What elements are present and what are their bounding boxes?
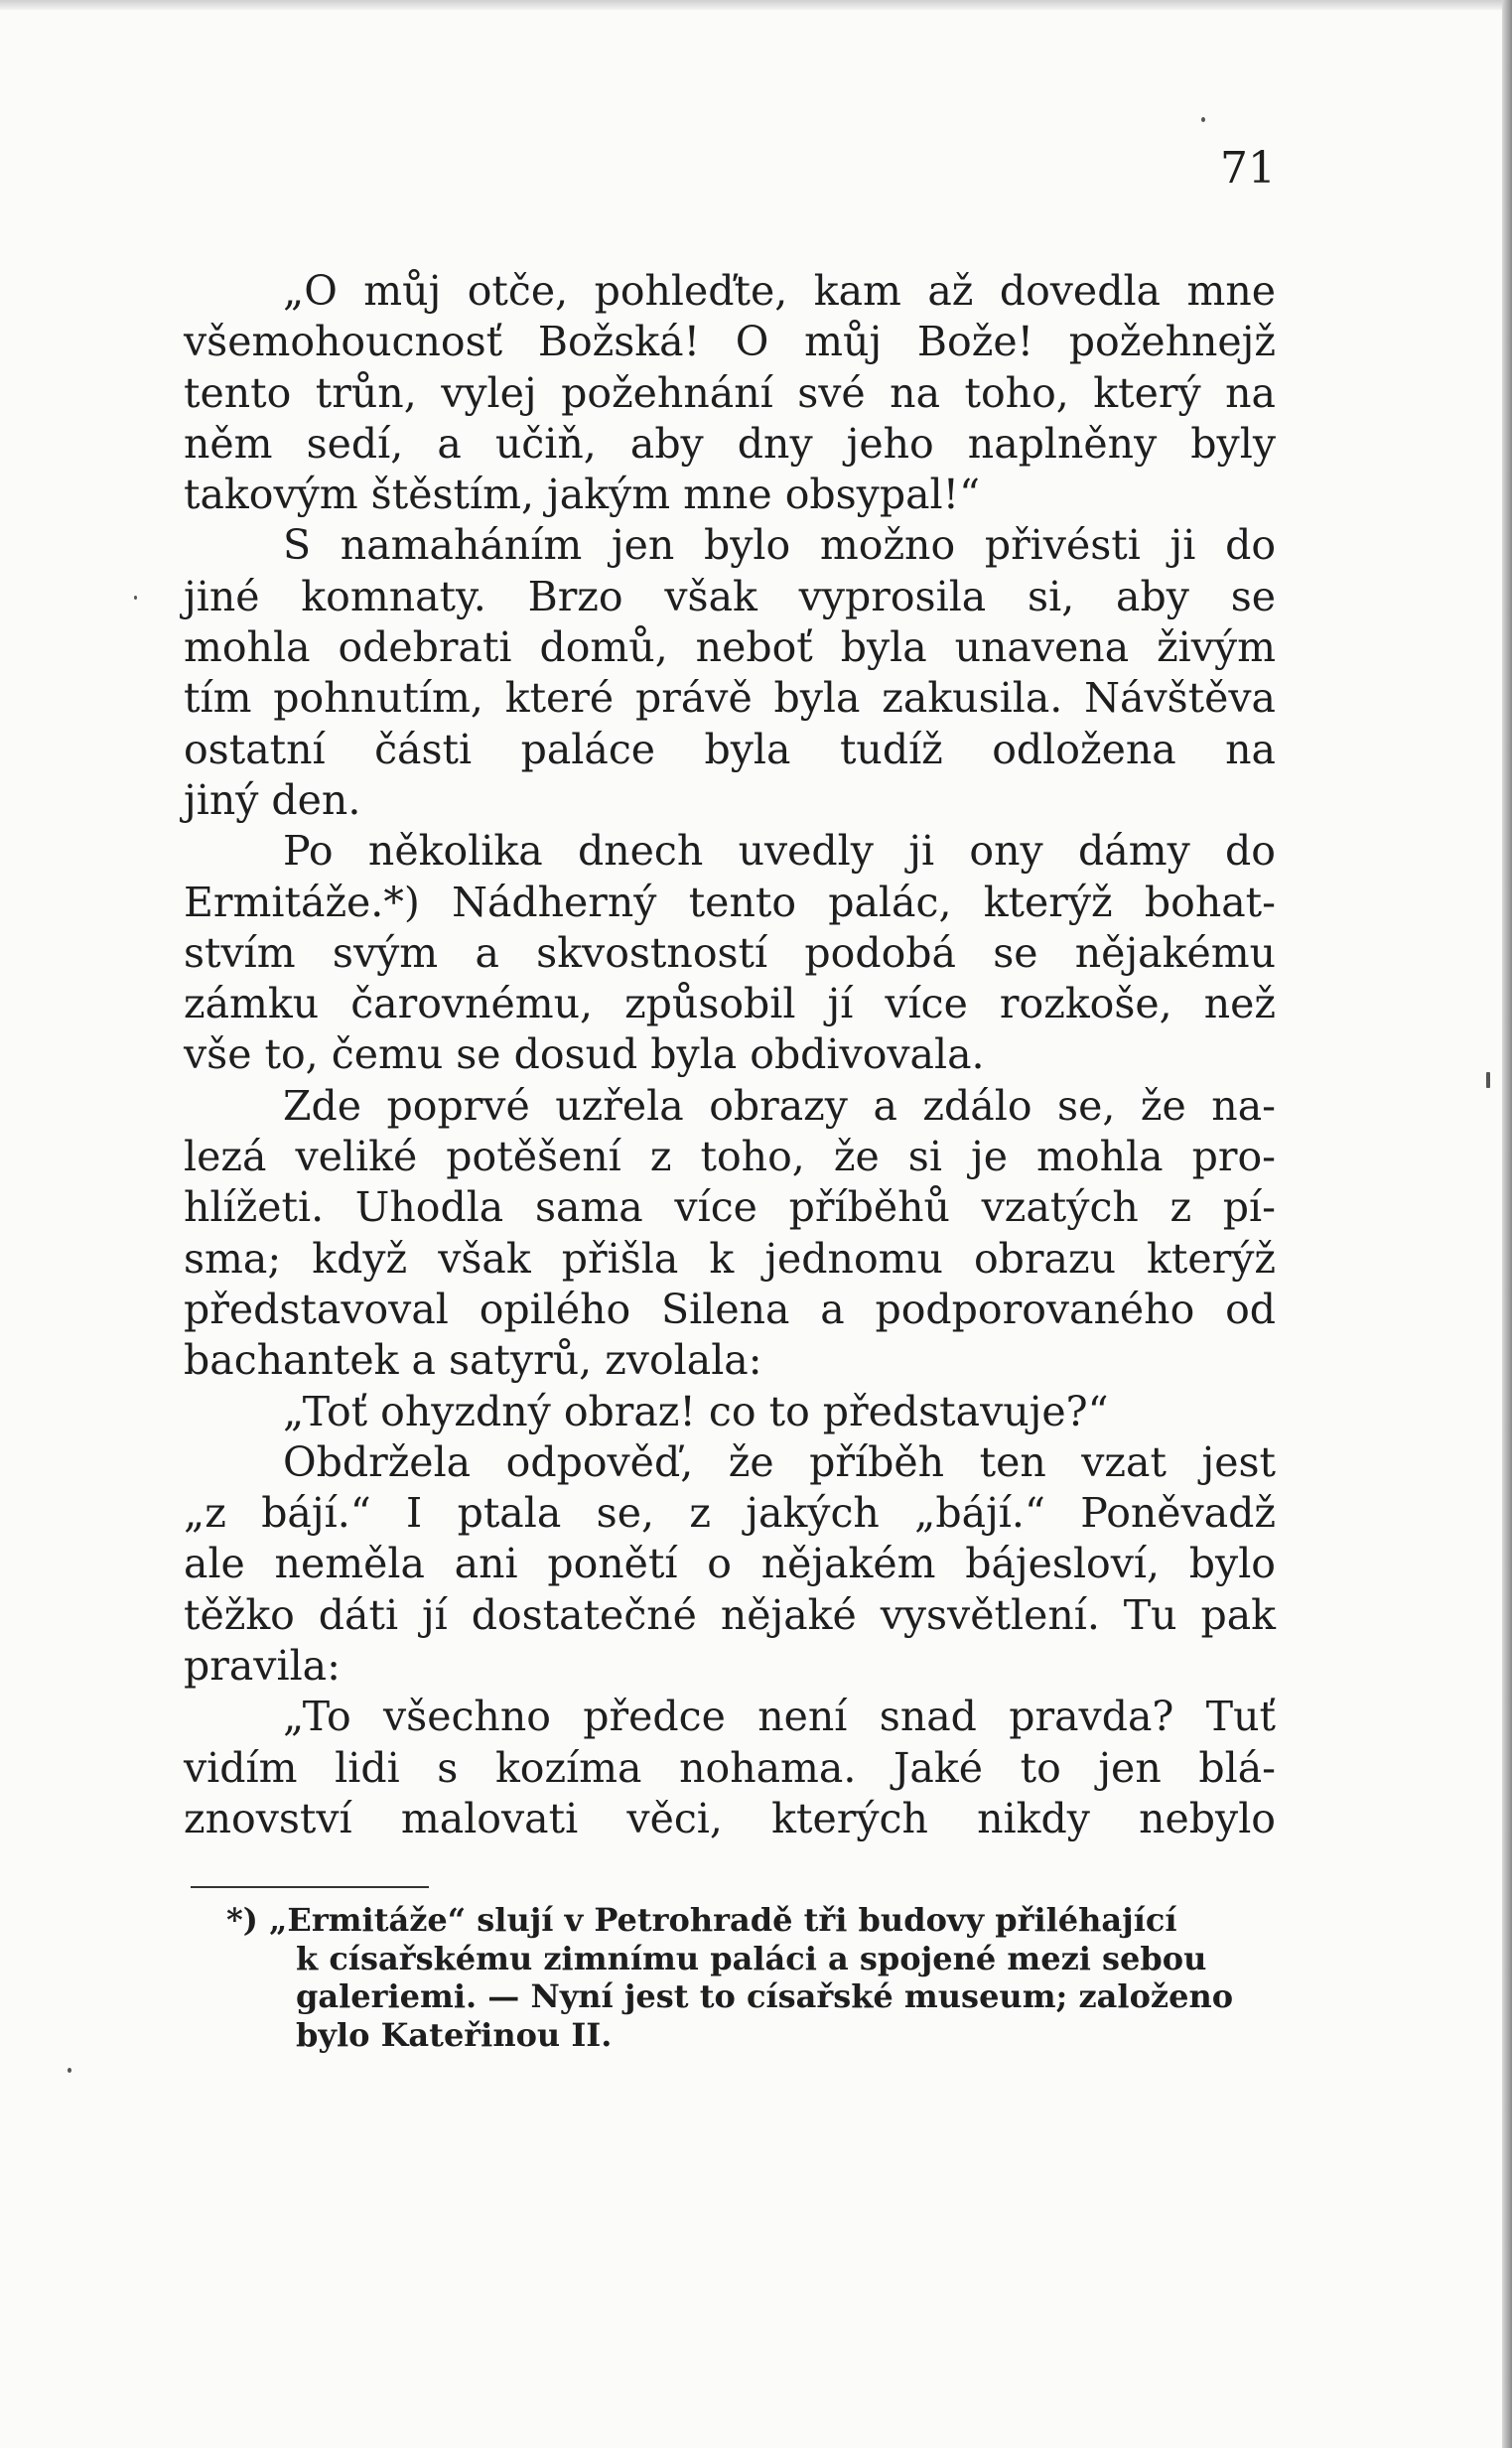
text-line: takovým štěstím, jakým mne obsypal!“	[184, 471, 981, 519]
text-line: bachantek a satyrů, zvolala:	[184, 1336, 762, 1385]
text-line: vše to, čemu se dosud byla obdivovala.	[184, 1030, 985, 1079]
footnote	[226, 1901, 1279, 2054]
text-line: Obdržela odpověď, že příběh ten vzat jest	[283, 1437, 1276, 1486]
text-line: zámku čarovnému, způsobil jí více rozkoše, než	[184, 980, 1276, 1028]
scan-speck	[134, 596, 137, 600]
text-line: ostatní části paláce byla tudíž odložena na	[184, 725, 1276, 773]
text-line: „O můj otče, pohleďte, kam až dovedla mne	[283, 267, 1276, 315]
text-line: jiný den.	[184, 775, 361, 824]
scan-edge-right	[1502, 0, 1512, 2448]
text-line: představoval opilého Silena a podporovaného od	[184, 1285, 1276, 1333]
text-line: znovství malovati věci, kterých nikdy nebylo	[184, 1794, 1276, 1842]
text-line: „To všechno předce není snad pravda? Tuť	[283, 1693, 1276, 1741]
text-line: pravila:	[184, 1642, 341, 1691]
body-text	[184, 266, 1276, 1844]
text-line: všemohoucnosť Božská! O můj Bože! požehnejž	[184, 318, 1276, 366]
text-line: „z bájí.“ I ptala se, z jakých „bájí.“ Poněvadž	[184, 1489, 1276, 1538]
text-line: něm sedí, a učiň, aby dny jeho naplněny byly	[184, 419, 1276, 468]
text-line: vidím lidi s kozíma nohama. Jaké to jen blá-	[184, 1743, 1276, 1792]
text-line: stvím svým a skvostností podobá se nějakému	[184, 928, 1276, 977]
scan-speck	[1201, 117, 1205, 122]
text-line: Po několika dnech uvedly ji ony dámy do	[283, 827, 1276, 876]
scan-edge-top	[0, 0, 1512, 10]
footnote-separator	[191, 1886, 429, 1888]
footnote-line: galeriemi. — Nyní jest to císařské museum; založeno	[296, 1977, 1234, 2015]
text-line: Ermitáže.*) Nádherný tento palác, kterýž bohat-	[184, 878, 1276, 926]
text-line: ale neměla ani ponětí o nějakém bájesloví, bylo	[184, 1540, 1276, 1588]
scan-speck	[68, 2068, 71, 2073]
text-line: „Toť ohyzdný obraz! co to představuje?“	[283, 1387, 1109, 1435]
text-line: Zde poprvé uzřela obrazy a zdálo se, že na-	[283, 1081, 1276, 1130]
text-line: lezá veliké potěšení z toho, že si je mohla pro-	[184, 1133, 1276, 1181]
text-line: jiné komnaty. Brzo však vyprosila si, aby se	[184, 572, 1276, 620]
text-line: tím pohnutím, které právě byla zakusila. Návštěva	[184, 674, 1276, 723]
text-line: tento trůn, vylej požehnání své na toho, který na	[184, 368, 1276, 417]
text-line: S namaháním jen bylo možno přivésti ji do	[283, 521, 1276, 570]
text-line: mohla odebrati domů, neboť byla unavena živým	[184, 623, 1276, 672]
text-line: hlížeti. Uhodla sama více příběhů vzatých z pí-	[184, 1183, 1276, 1232]
text-line: sma; když však přišla k jednomu obrazu kterýž	[184, 1234, 1276, 1283]
scan-speck	[1486, 1072, 1490, 1088]
page-number: 71	[1220, 143, 1276, 194]
footnote-line: *) „Ermitáže“ slují v Petrohradě tři budovy přiléhající	[226, 1901, 1177, 1939]
text-line: těžko dáti jí dostatečné nějaké vysvětlení. Tu pak	[184, 1590, 1276, 1639]
footnote-line: k císařskému zimnímu paláci a spojené mezi sebou	[296, 1939, 1207, 1977]
footnote-line: bylo Kateřinou II.	[296, 2015, 613, 2054]
